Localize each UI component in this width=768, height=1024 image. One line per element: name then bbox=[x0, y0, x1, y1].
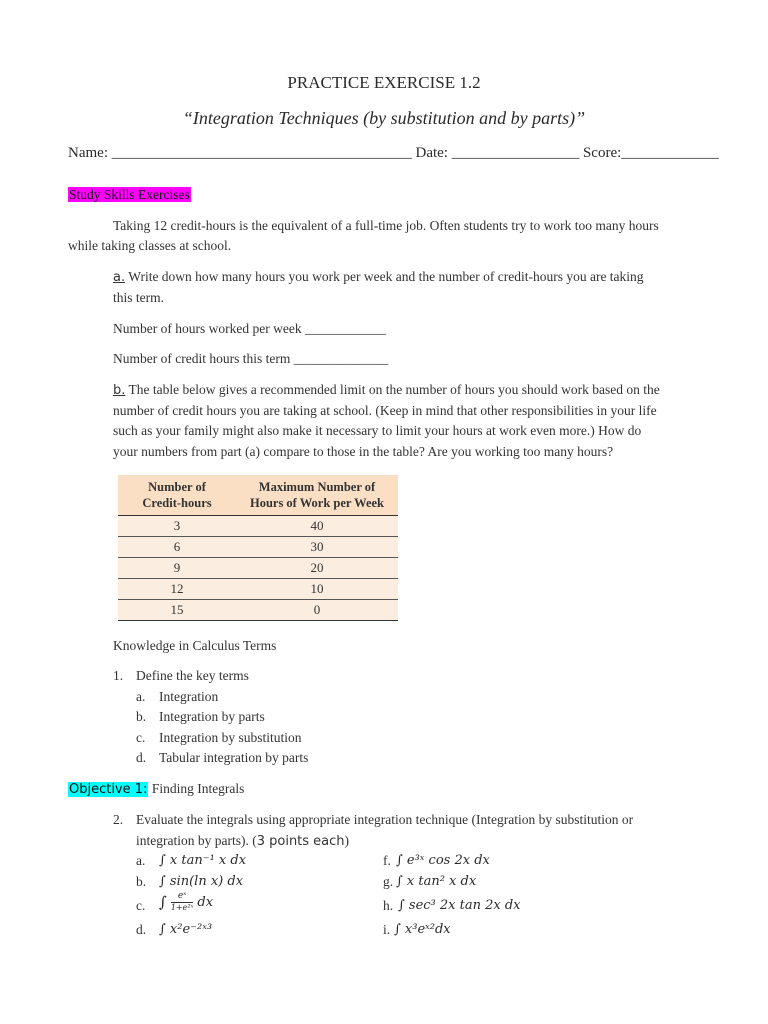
part-b-line-2: number of credit hours you are taking at school. (Keep in mind that other responsibilities in your life bbox=[113, 403, 657, 418]
credits-cell: 12 bbox=[118, 579, 236, 600]
table-row bbox=[118, 537, 398, 558]
points-each: 3 points each bbox=[256, 834, 345, 849]
integral-h-label: h. bbox=[383, 898, 394, 913]
study-skills-heading bbox=[68, 187, 191, 203]
score-field[interactable]: Score:_____________ bbox=[582, 145, 719, 161]
integral-sign: ∫ bbox=[159, 893, 167, 911]
name-date-score-row bbox=[68, 145, 719, 162]
integral-c-fraction bbox=[171, 891, 194, 913]
intro-line-2: while taking classes at school. bbox=[68, 238, 232, 253]
part-b-label: b. bbox=[113, 383, 126, 398]
part-b-line-1 bbox=[113, 382, 660, 398]
integral-f-label: f. bbox=[383, 853, 391, 868]
credit-hours-header-line2: Credit-hours bbox=[142, 496, 212, 510]
part-b-text: The table below gives a recommended limit on the number of hours you should work based on the bbox=[125, 382, 660, 397]
hours-cell: 0 bbox=[236, 600, 398, 621]
table-row bbox=[118, 600, 398, 621]
max-hours-header-line2: Hours of Work per Week bbox=[249, 496, 385, 510]
hours-cell: 20 bbox=[236, 558, 398, 579]
hours-worked-field[interactable]: Number of hours worked per week ____________ bbox=[113, 321, 386, 336]
knowledge-heading: Knowledge in Calculus Terms bbox=[113, 638, 277, 653]
study-skills-highlight: Study Skills Exercises bbox=[69, 187, 190, 202]
credits-cell: 3 bbox=[118, 516, 236, 537]
objective-item-2-line-2a: integration by parts). ( bbox=[136, 833, 257, 848]
term-letter: a. bbox=[136, 689, 146, 704]
integral-c-dx: dx bbox=[197, 894, 214, 910]
integral-d-label: d. bbox=[136, 922, 147, 937]
integral-g: ∫ x tan² x dx bbox=[396, 874, 477, 889]
objective-item-2-line-2b: ) bbox=[344, 833, 350, 848]
hours-cell: 30 bbox=[236, 537, 398, 558]
hours-cell: 40 bbox=[236, 516, 398, 537]
hours-cell: 10 bbox=[236, 579, 398, 600]
integral-f: ∫ e³ˣ cos 2x dx bbox=[396, 853, 490, 868]
objective-highlight: Objective 1: bbox=[69, 782, 148, 797]
credit-hours-field[interactable]: Number of credit hours this term ______________ bbox=[113, 351, 389, 366]
part-a-line-2: this term. bbox=[113, 290, 164, 305]
credits-cell: 15 bbox=[118, 600, 236, 621]
integral-c-label: c. bbox=[136, 898, 146, 913]
part-a-line-1 bbox=[113, 269, 644, 285]
term-text: Tabular integration by parts bbox=[159, 750, 309, 765]
integral-i: ∫ x³eˣ²dx bbox=[394, 922, 451, 937]
objective-item-2-line-2 bbox=[136, 833, 349, 849]
credits-cell: 6 bbox=[118, 537, 236, 558]
objective-item-2-number: 2. bbox=[113, 812, 124, 827]
integral-d: ∫ x²e⁻²ˣ³ bbox=[159, 922, 213, 937]
integral-b-label: b. bbox=[136, 874, 147, 889]
integral-g-label: g. bbox=[383, 874, 394, 889]
objective-item-2-line-1: Evaluate the integrals using appropriate integration technique (Integration by substitution or bbox=[136, 812, 634, 827]
part-a-label: a. bbox=[113, 270, 126, 285]
term-letter: d. bbox=[136, 750, 147, 765]
knowledge-item-1-number: 1. bbox=[113, 668, 124, 683]
max-hours-header-line1: Maximum Number of bbox=[258, 480, 376, 494]
table-row bbox=[118, 558, 398, 579]
integral-a-label: a. bbox=[136, 853, 146, 868]
page-subtitle: “Integration Techniques (by substitution and by parts)” bbox=[182, 108, 586, 128]
table-row bbox=[118, 579, 398, 600]
integral-a: ∫ x tan⁻¹ x dx bbox=[159, 853, 247, 868]
integral-c-denominator: 1+e²ˣ bbox=[170, 903, 194, 912]
integral-h: ∫ sec³ 2x tan 2x dx bbox=[398, 898, 521, 913]
part-a-text: Write down how many hours you work per week and the number of credit-hours you are taking bbox=[125, 269, 644, 284]
credits-cell: 9 bbox=[118, 558, 236, 579]
credit-hours-header bbox=[118, 475, 236, 516]
term-letter: b. bbox=[136, 709, 147, 724]
term-text: Integration by substitution bbox=[159, 730, 302, 745]
knowledge-item-1-text: Define the key terms bbox=[136, 668, 249, 683]
integral-b: ∫ sin(ln x) dx bbox=[159, 874, 244, 889]
integral-c bbox=[159, 891, 213, 913]
work-limit-table bbox=[118, 475, 398, 621]
table-row bbox=[118, 516, 398, 537]
credit-hours-header-line1: Number of bbox=[148, 480, 206, 494]
term-text: Integration bbox=[159, 689, 219, 704]
table-header-row bbox=[118, 475, 398, 516]
integral-i-label: i. bbox=[383, 922, 391, 937]
objective-text: Finding Integrals bbox=[148, 781, 245, 796]
objective-heading bbox=[68, 781, 244, 797]
date-field[interactable]: Date: _________________ bbox=[415, 145, 580, 161]
term-letter: c. bbox=[136, 730, 146, 745]
intro-line-1: Taking 12 credit-hours is the equivalent of a full-time job. Often students try to work too many hours bbox=[113, 218, 659, 233]
term-text: Integration by parts bbox=[159, 709, 265, 724]
page-title: PRACTICE EXERCISE 1.2 bbox=[287, 73, 481, 92]
name-field[interactable]: Name: ________________________________________ bbox=[68, 145, 412, 161]
part-b-line-4: your numbers from part (a) compare to those in the table? Are you working too many hours? bbox=[113, 444, 614, 459]
max-hours-header bbox=[236, 475, 398, 516]
integral-c-numerator: eˣ bbox=[171, 891, 194, 903]
part-b-line-3: such as your family might also make it necessary to limit your hours at work even more.) How do bbox=[113, 423, 642, 438]
